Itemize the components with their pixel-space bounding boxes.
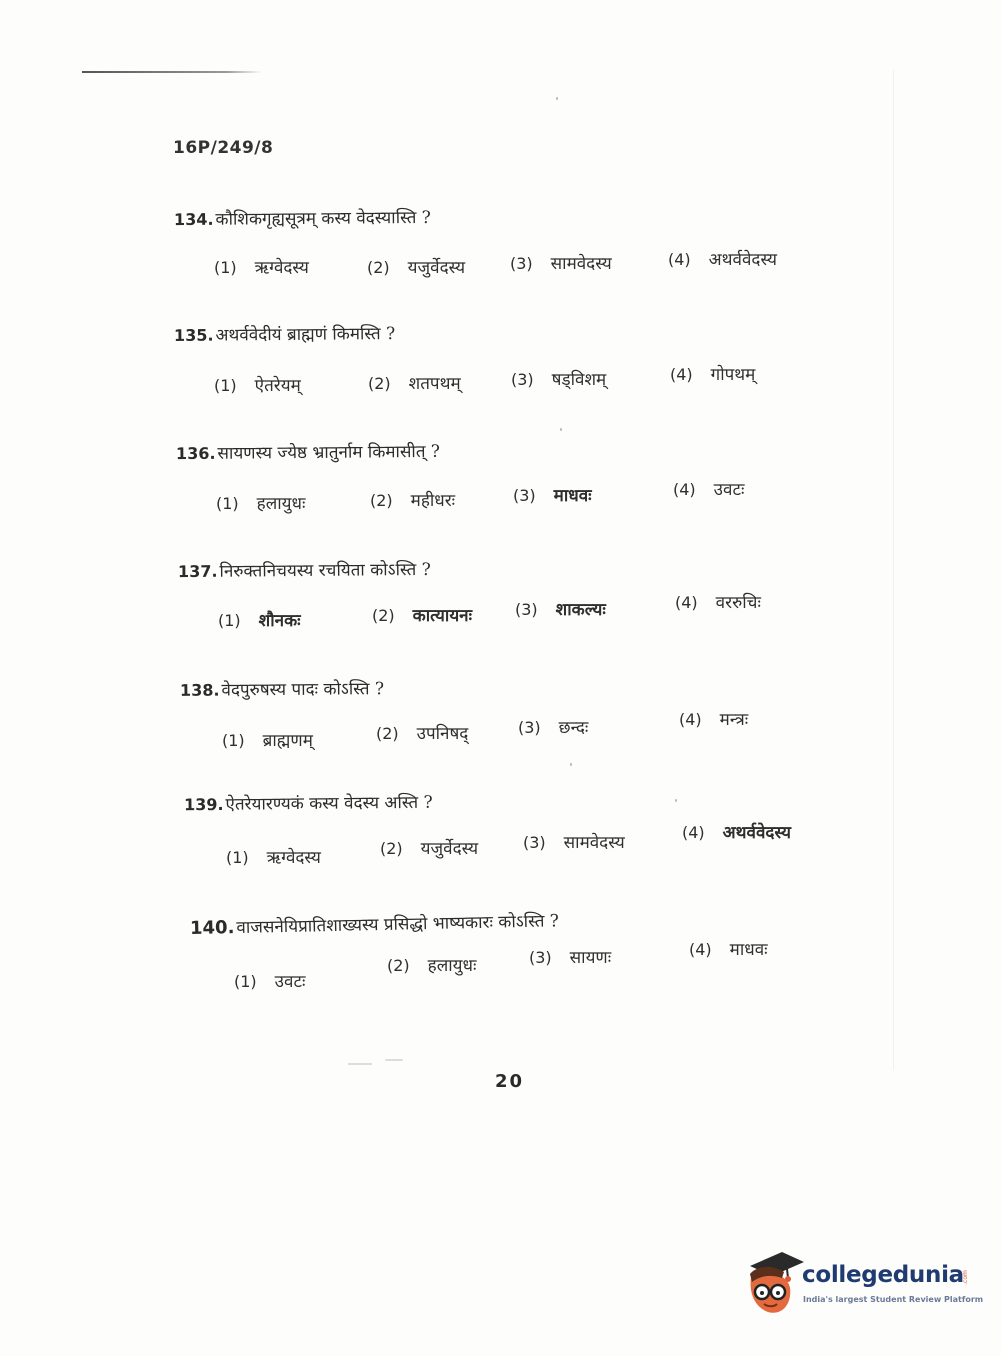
option-text: ब्राह्मणम् (262, 731, 313, 751)
option-1 (226, 845, 321, 868)
option-label: (2) (372, 606, 395, 625)
option-label: (3) (510, 254, 533, 273)
option-3 (518, 715, 588, 738)
option-text: ऋग्वेदस्य (266, 848, 321, 868)
question-text: निरुक्तनिचयस्य रचयिता कोऽस्ति ? (219, 559, 431, 582)
option-text: उवटः (274, 972, 306, 992)
option-text: हलायुधः (256, 494, 306, 514)
option-text: कात्यायनः (412, 606, 473, 626)
question-number: 135. (173, 325, 214, 345)
option-label: (4) (670, 365, 693, 384)
option-label: (2) (370, 491, 393, 510)
option-label: (2) (376, 724, 399, 743)
option-label: (3) (511, 370, 534, 389)
question-text: ऐतरेयारण्यकं कस्य वेदस्य अस्ति ? (225, 792, 433, 815)
option-2 (367, 255, 465, 278)
question-text: सायणस्य ज्येष्ठ भ्रातुर्नाम किमासीत् ? (217, 441, 441, 464)
option-label: (3) (523, 833, 546, 852)
question-stem (176, 439, 440, 464)
option-4 (675, 590, 761, 613)
option-label: (1) (218, 611, 241, 630)
question-number: 140. (189, 917, 235, 939)
option-text: यजुर्वेदस्य (407, 258, 466, 278)
scan-speck (675, 799, 677, 802)
option-1 (234, 969, 305, 992)
option-4 (670, 362, 755, 385)
option-text: माधवः (729, 940, 768, 960)
option-1 (222, 728, 313, 751)
option-2 (368, 371, 461, 394)
option-label: (3) (513, 486, 536, 505)
option-label: (2) (380, 839, 403, 858)
option-4 (682, 820, 791, 843)
logo-domain: .com (961, 1270, 969, 1285)
scan-speck (560, 428, 562, 431)
option-text: षड्विशम् (551, 370, 607, 390)
question-number: 136. (175, 443, 216, 464)
option-2 (380, 836, 478, 859)
question-number: 139. (183, 794, 224, 815)
question-number: 134. (173, 209, 214, 230)
option-3 (529, 945, 611, 968)
option-label: (4) (673, 480, 696, 499)
option-text: अथर्ववेदस्य (708, 250, 777, 270)
option-3 (523, 830, 625, 853)
logo-tagline: India's largest Student Review Platform (803, 1295, 984, 1304)
mascot-icon (742, 1248, 806, 1318)
question-stem (180, 676, 384, 701)
option-text: शौनकः (258, 611, 301, 631)
option-2 (372, 603, 472, 626)
question-text: वाजसनेयिप्रातिशाख्यस्य प्रसिद्धो भाष्यकारः कोऽस्ति ? (236, 911, 560, 939)
option-text: माधवः (553, 486, 592, 506)
logo-wordmark: collegedunia (802, 1262, 964, 1288)
option-label: (2) (367, 258, 390, 277)
option-text: मन्त्रः (719, 710, 749, 730)
option-label: (4) (682, 823, 705, 842)
option-1 (214, 255, 309, 278)
top-rule (82, 71, 262, 73)
question-text: कौशिकगृह्यसूत्रम् कस्य वेदस्यास्ति ? (215, 207, 431, 230)
option-1 (218, 608, 301, 631)
option-3 (513, 483, 592, 506)
option-text: सामवेदस्य (563, 833, 625, 853)
option-4 (673, 477, 744, 500)
option-text: सायणः (569, 948, 612, 968)
scan-speck (556, 97, 558, 100)
option-2 (387, 953, 476, 976)
question-text: वेदपुरुषस्य पादः कोऽस्ति ? (221, 679, 385, 701)
option-text: ऐतरेयम् (254, 376, 301, 396)
option-text: सामवेदस्य (550, 254, 612, 274)
option-label: (3) (529, 948, 552, 967)
question-stem (184, 790, 433, 816)
option-text: उवटः (713, 480, 745, 500)
option-4 (689, 937, 768, 960)
option-3 (510, 251, 612, 274)
paper-code: 16P/249/8 (173, 138, 274, 158)
option-text: यजुर्वेदस्य (420, 839, 479, 859)
scan-mark (385, 1059, 403, 1061)
option-3 (511, 367, 606, 390)
collegedunia-logo (742, 1248, 984, 1318)
question-stem (174, 205, 431, 230)
option-4 (679, 707, 748, 730)
scan-mark (348, 1063, 372, 1065)
option-text: उपनिषद् (416, 724, 469, 744)
option-label: (3) (518, 718, 541, 737)
option-label: (1) (226, 848, 249, 867)
option-label: (1) (216, 494, 239, 513)
option-1 (214, 373, 301, 396)
option-text: शतपथम् (408, 374, 461, 394)
option-label: (4) (675, 593, 698, 612)
option-label: (1) (214, 258, 237, 277)
option-label: (4) (668, 250, 691, 269)
scan-edge (893, 70, 894, 1070)
option-label: (1) (214, 376, 237, 395)
question-stem (190, 908, 559, 939)
option-label: (2) (368, 374, 391, 393)
option-text: छन्दः (558, 718, 589, 738)
option-2 (376, 721, 468, 744)
option-2 (370, 488, 455, 511)
question-text: अथर्ववेदीयं ब्राह्मणं किमस्ति ? (215, 324, 396, 346)
question-number: 137. (177, 561, 218, 582)
question-number: 138. (179, 680, 220, 700)
scan-speck (570, 763, 572, 766)
option-label: (4) (689, 940, 712, 959)
option-label: (4) (679, 710, 702, 729)
option-text: महीधरः (410, 491, 456, 511)
option-text: अथर्ववेदस्य (722, 823, 791, 843)
option-3 (515, 597, 606, 620)
option-label: (1) (234, 972, 257, 991)
option-text: वररुचिः (715, 593, 761, 613)
option-label: (2) (387, 956, 410, 975)
option-1 (216, 491, 305, 514)
option-4 (668, 247, 777, 270)
question-stem (174, 321, 395, 346)
page-number: 20 (495, 1071, 525, 1092)
option-text: शाकल्यः (555, 600, 606, 620)
option-text: हलायुधः (427, 956, 477, 976)
option-label: (1) (222, 731, 245, 750)
option-text: ऋग्वेदस्य (254, 258, 309, 278)
option-label: (3) (515, 600, 538, 619)
option-text: गोपथम् (710, 365, 756, 385)
question-stem (178, 557, 431, 582)
